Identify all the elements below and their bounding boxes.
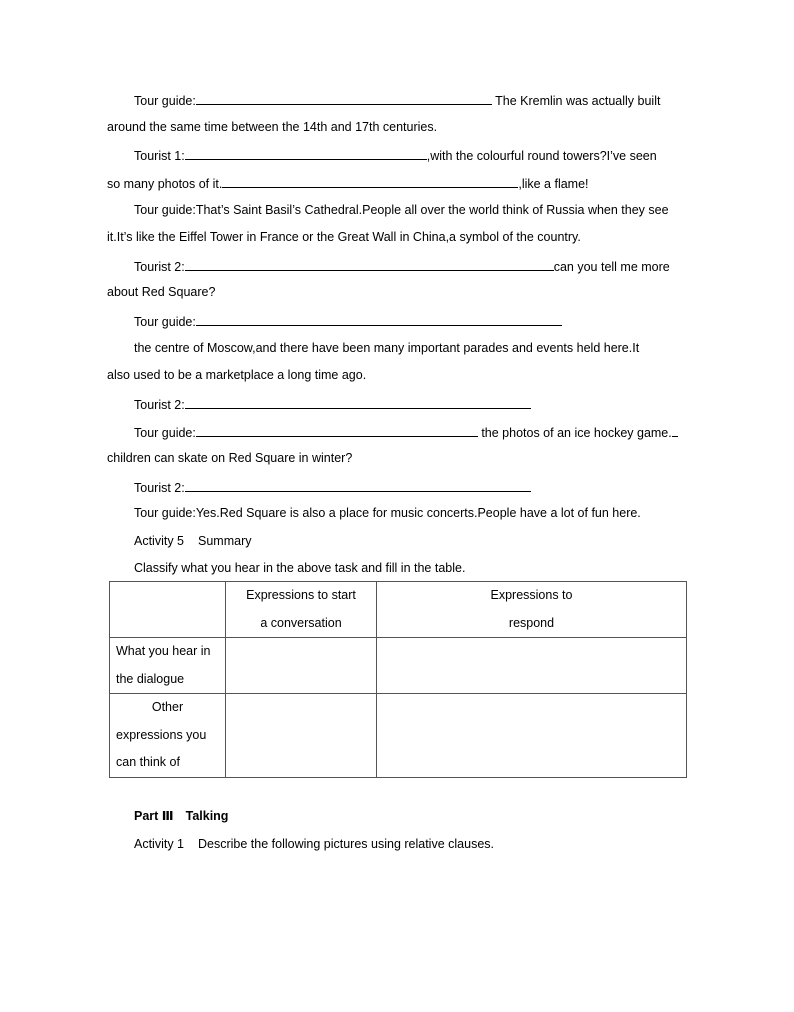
activity-title: Activity 5 — [134, 534, 185, 548]
dialogue-line-2: around the same time between the 14th and 17th centuries. — [107, 120, 438, 134]
table-header-respond: Expressions to respond — [377, 582, 687, 638]
table-cell-heard-start[interactable] — [226, 638, 377, 694]
dialogue-line-8: about Red Square? — [107, 285, 216, 299]
speaker-label: Tourist 2: — [134, 260, 185, 274]
table-row-label-heard: What you hear in the dialogue — [110, 638, 226, 694]
part3-heading — [134, 808, 714, 824]
dialogue-line-1 — [134, 91, 714, 109]
activity5-instruction: Classify what you hear in the above task and fill in the table. — [134, 561, 466, 575]
table-row-label-other: Other expressions you can think of — [110, 694, 226, 778]
dialogue-line-16: Tour guide:Yes.Red Square is also a place for music concerts.People have a lot of fun here. — [134, 506, 641, 520]
summary-table — [109, 581, 687, 778]
speaker-label: Tour guide: — [134, 426, 196, 440]
dialogue-text: so many photos of it. — [107, 177, 223, 191]
activity-name: Summary — [198, 534, 252, 548]
part-title: Talking — [185, 809, 229, 823]
speaker-label: Tourist 2: — [134, 481, 185, 495]
part-number: Part Ⅲ — [134, 809, 174, 823]
dialogue-line-15 — [134, 478, 714, 496]
part3-activity1 — [134, 836, 714, 852]
speaker-label: Tourist 2: — [134, 398, 185, 412]
dialogue-line-7 — [134, 257, 714, 275]
table-header-start: Expressions to start a conversation — [226, 582, 377, 638]
table-cell-other-respond[interactable] — [377, 694, 687, 778]
activity5-heading — [134, 533, 714, 549]
speaker-label: Tour guide: — [134, 315, 196, 329]
answer-blank-8[interactable] — [672, 423, 678, 437]
dialogue-line-10: the centre of Moscow,and there have been many important parades and events held here.It — [134, 341, 640, 355]
dialogue-line-6: it.It’s like the Eiffel Tower in France or the Great Wall in China,a symbol of the country. — [107, 230, 581, 244]
answer-blank-1[interactable] — [196, 91, 492, 105]
answer-blank-9[interactable] — [185, 478, 531, 492]
speaker-label: Tourist 1: — [134, 149, 185, 163]
table-cell-other-start[interactable] — [226, 694, 377, 778]
dialogue-text: can you tell me more — [553, 260, 670, 274]
speaker-label: Tour guide: — [134, 94, 196, 108]
dialogue-line-12 — [134, 395, 714, 413]
answer-blank-2[interactable] — [185, 146, 427, 160]
dialogue-line-4 — [107, 174, 687, 192]
table-cell-heard-respond[interactable] — [377, 638, 687, 694]
dialogue-line-13 — [134, 423, 714, 441]
answer-blank-3[interactable] — [222, 174, 518, 188]
answer-blank-4[interactable] — [185, 257, 554, 271]
activity-title: Activity 1 — [134, 837, 185, 851]
dialogue-line-3 — [134, 146, 714, 164]
activity-text: Describe the following pictures using relative clauses. — [198, 837, 494, 851]
dialogue-text: The Kremlin was actually built — [491, 94, 661, 108]
dialogue-line-5: Tour guide:That’s Saint Basil’s Cathedral.People all over the world think of Russia when they see — [134, 203, 669, 217]
dialogue-line-9 — [134, 312, 714, 330]
dialogue-text: ,with the colourful round towers?I’ve seen — [426, 149, 657, 163]
dialogue-line-11: also used to be a marketplace a long time ago. — [107, 368, 367, 382]
dialogue-line-14: children can skate on Red Square in winter? — [107, 451, 353, 465]
dialogue-text: ,like a flame! — [518, 177, 589, 191]
dialogue-text: the photos of an ice hockey game. — [477, 426, 672, 440]
answer-blank-6[interactable] — [185, 395, 531, 409]
table-corner-cell — [110, 582, 226, 638]
answer-blank-5[interactable] — [196, 312, 562, 326]
answer-blank-7[interactable] — [196, 423, 478, 437]
